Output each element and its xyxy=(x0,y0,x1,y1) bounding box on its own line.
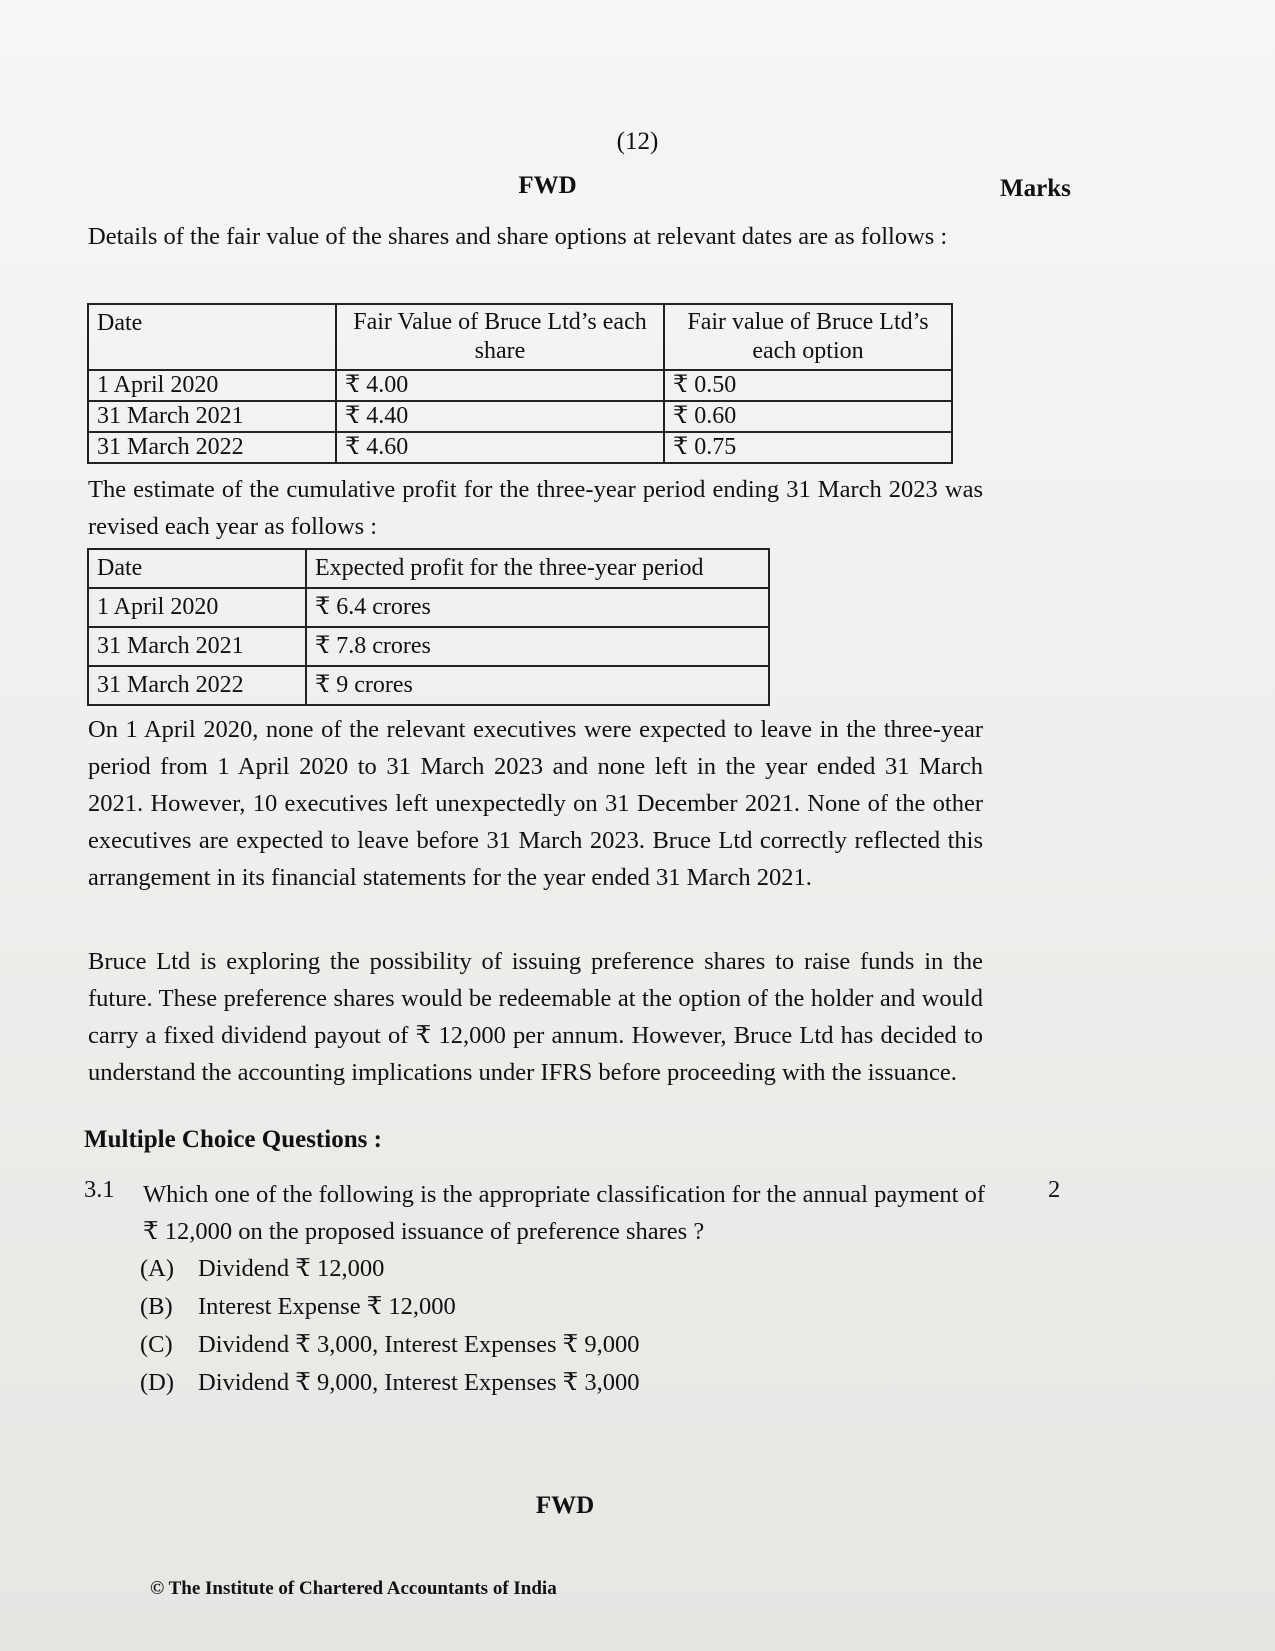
marks-column-label: Marks xyxy=(1000,175,1071,202)
table-row xyxy=(88,666,769,705)
table-cell: ₹ 0.60 xyxy=(664,401,952,432)
table-cell: ₹ 9 crores xyxy=(306,666,769,705)
table-cell: ₹ 0.50 xyxy=(664,370,952,401)
copyright-notice: © The Institute of Chartered Accountants of India xyxy=(150,1578,557,1599)
table-row xyxy=(88,588,769,627)
option-text: Interest Expense ₹ 12,000 xyxy=(198,1293,456,1320)
executives-paragraph: On 1 April 2020, none of the relevant executives were expected to leave in the three-year period from 1 April 2020 to 31 March 2023 and none left in the year ended 31 March 2021. However, 10 executives left unexpectedly on 31 December 2021. None of the other executives are expected to leave before 31 March 2023. Bruce Ltd correctly reflected this arrangement in its financial statements for the year ended 31 March 2021. xyxy=(88,716,983,891)
table-cell: ₹ 4.60 xyxy=(336,432,664,463)
option-a[interactable] xyxy=(140,1250,639,1288)
answer-options xyxy=(140,1250,639,1402)
option-text: Dividend ₹ 12,000 xyxy=(198,1255,385,1282)
table-cell: ₹ 6.4 crores xyxy=(306,588,769,627)
table-cell: ₹ 4.00 xyxy=(336,370,664,401)
fair-value-table xyxy=(87,303,953,464)
option-label: (B) xyxy=(140,1293,173,1320)
table-cell: ₹ 7.8 crores xyxy=(306,627,769,666)
table-cell: 31 March 2022 xyxy=(88,432,336,463)
option-b[interactable] xyxy=(140,1288,639,1326)
page-number: (12) xyxy=(616,128,659,155)
estimate-paragraph: The estimate of the cumulative profit for the three-year period ending 31 March 2023 was revised each year as follows : xyxy=(88,476,983,540)
expected-profit-table xyxy=(87,548,770,706)
question-marks: 2 xyxy=(1048,1176,1061,1203)
preference-shares-paragraph: Bruce Ltd is exploring the possibility of issuing preference shares to raise funds in the future. These preference shares would be redeemable at the option of the holder and would carry a fixed dividend payout of ₹ 12,000 per annum. However, Bruce Ltd has decided to understand the accounting implications under IFRS before proceeding with the issuance. xyxy=(88,948,983,1086)
table-header-cell: Fair Value of Bruce Ltd’s each share xyxy=(336,304,664,370)
mcq-heading: Multiple Choice Questions : xyxy=(84,1126,382,1153)
table-header-cell: Date xyxy=(88,304,336,370)
table-header-row xyxy=(88,304,952,370)
table-cell: 1 April 2020 xyxy=(88,588,306,627)
table-cell: 31 March 2022 xyxy=(88,666,306,705)
paper-code-footer: FWD xyxy=(535,1492,595,1519)
table-header-cell: Fair value of Bruce Ltd’s each option xyxy=(664,304,952,370)
option-c[interactable] xyxy=(140,1326,639,1364)
question-text: Which one of the following is the appropriate classification for the annual payment of ₹ 12,000 on the proposed issuance of preference shares ? xyxy=(143,1181,985,1245)
table-header-cell: Expected profit for the three-year period xyxy=(306,549,769,588)
table-header-cell: Date xyxy=(88,549,306,588)
table-row xyxy=(88,370,952,401)
table-cell: 31 March 2021 xyxy=(88,627,306,666)
table-row xyxy=(88,401,952,432)
table-cell: 31 March 2021 xyxy=(88,401,336,432)
question-number: 3.1 xyxy=(84,1176,115,1203)
paper-code-header: FWD xyxy=(518,172,577,199)
table-row xyxy=(88,432,952,463)
option-label: (A) xyxy=(140,1255,175,1282)
option-label: (D) xyxy=(140,1369,175,1396)
option-label: (C) xyxy=(140,1331,173,1358)
table-cell: ₹ 0.75 xyxy=(664,432,952,463)
option-text: Dividend ₹ 3,000, Interest Expenses ₹ 9,000 xyxy=(198,1331,640,1358)
table-cell: 1 April 2020 xyxy=(88,370,336,401)
option-text: Dividend ₹ 9,000, Interest Expenses ₹ 3,000 xyxy=(198,1369,640,1396)
intro-paragraph: Details of the fair value of the shares and share options at relevant dates are as follows : xyxy=(88,223,948,250)
table-row xyxy=(88,627,769,666)
option-d[interactable] xyxy=(140,1364,639,1402)
table-header-row xyxy=(88,549,769,588)
table-cell: ₹ 4.40 xyxy=(336,401,664,432)
